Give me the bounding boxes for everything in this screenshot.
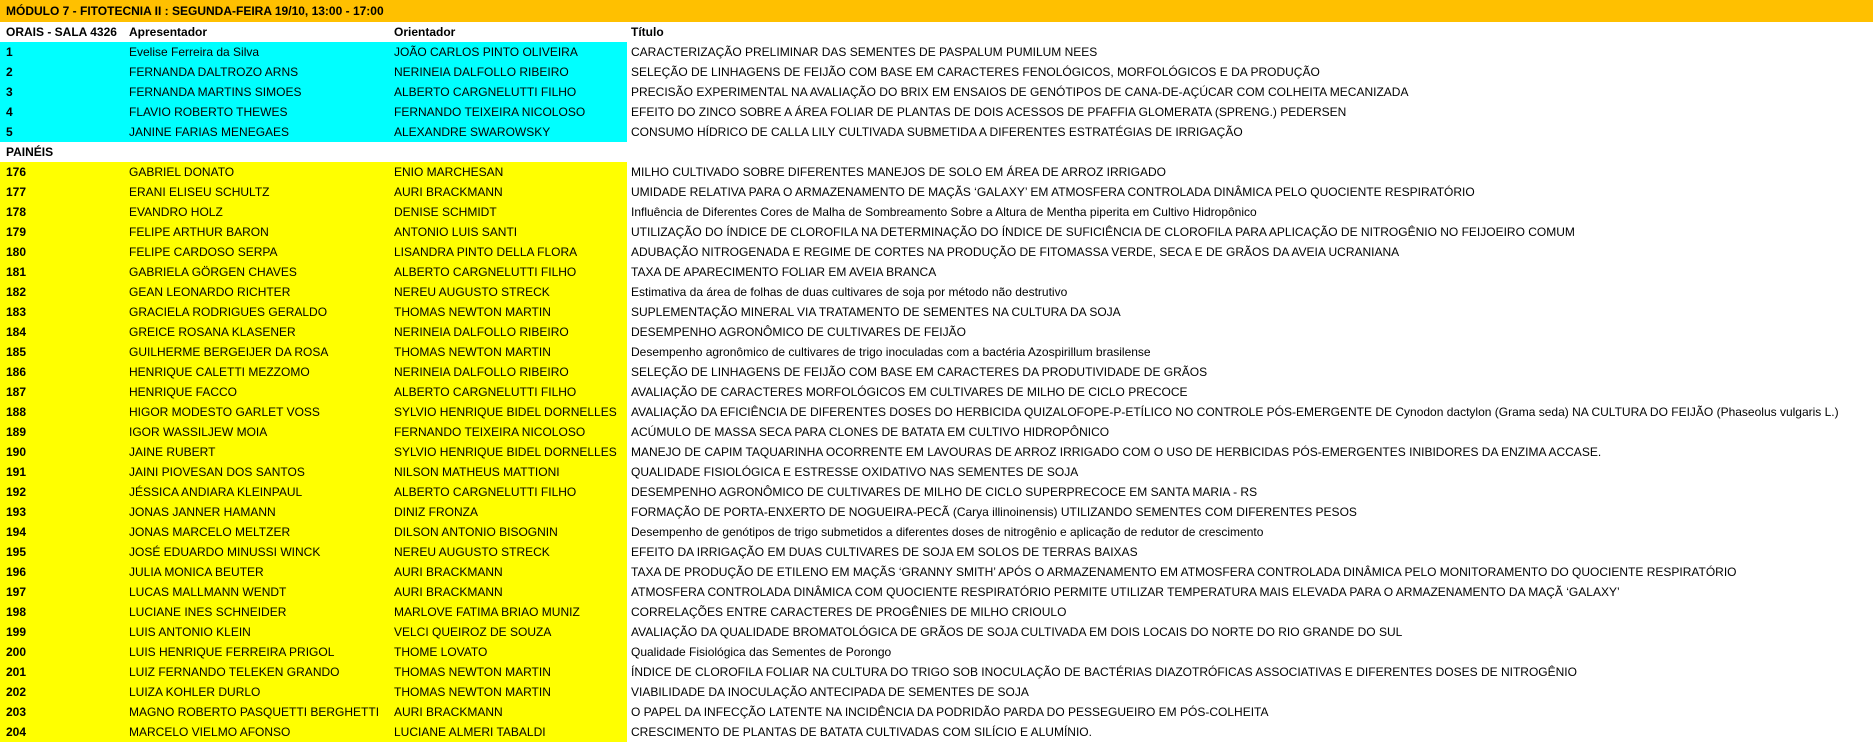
table-row	[0, 462, 1873, 482]
presenter-name: JONAS MARCELO MELTZER	[129, 522, 394, 542]
entry-number: 191	[0, 462, 129, 482]
work-title: DESEMPENHO AGRONÔMICO DE CULTIVARES DE MILHO DE CICLO SUPERPRECOCE EM SANTA MARIA - RS	[631, 485, 1258, 499]
paineis-list	[0, 162, 1873, 742]
advisor-name: DINIZ FRONZA	[394, 502, 627, 522]
entry-number: 4	[0, 102, 129, 122]
table-row	[0, 402, 1873, 422]
entry-number: 192	[0, 482, 129, 502]
presenter-name: LUIS HENRIQUE FERREIRA PRIGOL	[129, 642, 394, 662]
presenter-name: LUCIANE INES SCHNEIDER	[129, 602, 394, 622]
work-title: PRECISÃO EXPERIMENTAL NA AVALIAÇÃO DO BRIX EM ENSAIOS DE GENÓTIPOS DE CANA-DE-AÇÚCAR COM COLHEITA MECANIZADA	[631, 85, 1409, 99]
presenter-name: JULIA MONICA BEUTER	[129, 562, 394, 582]
entry-number: 178	[0, 202, 129, 222]
entry-number: 196	[0, 562, 129, 582]
entry-number: 177	[0, 182, 129, 202]
work-title: Estimativa da área de folhas de duas cultivares de soja por método não destrutivo	[631, 285, 1068, 299]
presenter-name: JANINE FARIAS MENEGAES	[129, 122, 394, 142]
advisor-name: AURI BRACKMANN	[394, 702, 627, 722]
table-row	[0, 662, 1873, 682]
table-row	[0, 542, 1873, 562]
work-title: MILHO CULTIVADO SOBRE DIFERENTES MANEJOS DE SOLO EM ÁREA DE ARROZ IRRIGADO	[631, 165, 1166, 179]
advisor-name: ALBERTO CARGNELUTTI FILHO	[394, 82, 627, 102]
table-row	[0, 562, 1873, 582]
advisor-name: ALBERTO CARGNELUTTI FILHO	[394, 262, 627, 282]
table-row	[0, 722, 1873, 742]
work-title: CRESCIMENTO DE PLANTAS DE BATATA CULTIVADAS COM SILÍCIO E ALUMÍNIO.	[631, 725, 1092, 739]
work-title: DESEMPENHO AGRONÔMICO DE CULTIVARES DE FEIJÃO	[631, 325, 966, 339]
table-row	[0, 382, 1873, 402]
entry-number: 5	[0, 122, 129, 142]
table-row	[0, 182, 1873, 202]
work-title: AVALIAÇÃO DA QUALIDADE BROMATOLÓGICA DE GRÃOS DE SOJA CULTIVADA EM DOIS LOCAIS DO NORTE DO RIO GRANDE DO SUL	[631, 625, 1403, 639]
work-title: O PAPEL DA INFECÇÃO LATENTE NA INCIDÊNCIA DA PODRIDÃO PARDA DO PESSEGUEIRO EM PÓS-COLHEITA	[631, 705, 1269, 719]
advisor-name: THOMAS NEWTON MARTIN	[394, 662, 627, 682]
table-row	[0, 362, 1873, 382]
presenter-name: HENRIQUE CALETTI MEZZOMO	[129, 362, 394, 382]
advisor-name: LUCIANE ALMERI TABALDI	[394, 722, 627, 742]
work-title: AVALIAÇÃO DE CARACTERES MORFOLÓGICOS EM CULTIVARES DE MILHO DE CICLO PRECOCE	[631, 385, 1188, 399]
entry-number: 204	[0, 722, 129, 742]
work-title: ACÚMULO DE MASSA SECA PARA CLONES DE BATATA EM CULTIVO HIDROPÔNICO	[631, 425, 1110, 439]
entry-number: 183	[0, 302, 129, 322]
presenter-name: GUILHERME BERGEIJER DA ROSA	[129, 342, 394, 362]
entry-number: 190	[0, 442, 129, 462]
orais-header-row	[0, 22, 1873, 42]
advisor-name: MARLOVE FATIMA BRIAO MUNIZ	[394, 602, 627, 622]
entry-number: 202	[0, 682, 129, 702]
presenter-name: GREICE ROSANA KLASENER	[129, 322, 394, 342]
presenter-name: IGOR WASSILJEW MOIA	[129, 422, 394, 442]
entry-number: 182	[0, 282, 129, 302]
presenter-name: GEAN LEONARDO RICHTER	[129, 282, 394, 302]
advisor-name: ENIO MARCHESAN	[394, 162, 627, 182]
presenter-name: Evelise Ferreira da Silva	[129, 42, 394, 62]
entry-number: 2	[0, 62, 129, 82]
table-row	[0, 522, 1873, 542]
advisor-name: NILSON MATHEUS MATTIONI	[394, 462, 627, 482]
presenter-name: LUCAS MALLMANN WENDT	[129, 582, 394, 602]
advisor-name: SYLVIO HENRIQUE BIDEL DORNELLES	[394, 442, 627, 462]
presenter-name: LUIS ANTONIO KLEIN	[129, 622, 394, 642]
orais-section-label: ORAIS - SALA 4326	[6, 25, 117, 39]
table-row	[0, 702, 1873, 722]
presenter-name: HIGOR MODESTO GARLET VOSS	[129, 402, 394, 422]
module-title	[0, 0, 1873, 22]
presenter-column-header: Apresentador	[129, 25, 208, 39]
advisor-name: THOMAS NEWTON MARTIN	[394, 302, 627, 322]
advisor-name: THOMAS NEWTON MARTIN	[394, 682, 627, 702]
table-row	[0, 622, 1873, 642]
advisor-name: NERINEIA DALFOLLO RIBEIRO	[394, 62, 627, 82]
work-title: ADUBAÇÃO NITROGENADA E REGIME DE CORTES NA PRODUÇÃO DE FITOMASSA VERDE, SECA E DE GRÃOS DA AVEIA UCRANIANA	[631, 245, 1400, 259]
advisor-name: DENISE SCHMIDT	[394, 202, 627, 222]
presenter-name: FERNANDA MARTINS SIMOES	[129, 82, 394, 102]
entry-number: 200	[0, 642, 129, 662]
presenter-name: GRACIELA RODRIGUES GERALDO	[129, 302, 394, 322]
work-title: CORRELAÇÕES ENTRE CARACTERES DE PROGÊNIES DE MILHO CRIOULO	[631, 605, 1067, 619]
advisor-name: LISANDRA PINTO DELLA FLORA	[394, 242, 627, 262]
advisor-name: AURI BRACKMANN	[394, 182, 627, 202]
paineis-section-label	[0, 142, 1873, 162]
presenter-name: FELIPE ARTHUR BARON	[129, 222, 394, 242]
work-title: SELEÇÃO DE LINHAGENS DE FEIJÃO COM BASE EM CARACTERES DA PRODUTIVIDADE DE GRÃOS	[631, 365, 1208, 379]
advisor-name: ALEXANDRE SWAROWSKY	[394, 122, 627, 142]
presenter-name: ERANI ELISEU SCHULTZ	[129, 182, 394, 202]
presenter-name: JOSÉ EDUARDO MINUSSI WINCK	[129, 542, 394, 562]
table-row	[0, 202, 1873, 222]
entry-number: 189	[0, 422, 129, 442]
presenter-name: FERNANDA DALTROZO ARNS	[129, 62, 394, 82]
advisor-name: NEREU AUGUSTO STRECK	[394, 542, 627, 562]
table-row	[0, 42, 1873, 62]
entry-number: 193	[0, 502, 129, 522]
work-title: SUPLEMENTAÇÃO MINERAL VIA TRATAMENTO DE SEMENTES NA CULTURA DA SOJA	[631, 305, 1121, 319]
entry-number: 181	[0, 262, 129, 282]
table-row	[0, 342, 1873, 362]
table-row	[0, 642, 1873, 662]
table-row	[0, 162, 1873, 182]
table-row	[0, 262, 1873, 282]
work-title: VIABILIDADE DA INOCULAÇÃO ANTECIPADA DE SEMENTES DE SOJA	[631, 685, 1029, 699]
entry-number: 179	[0, 222, 129, 242]
entry-number: 199	[0, 622, 129, 642]
advisor-name: ANTONIO LUIS SANTI	[394, 222, 627, 242]
presenter-name: GABRIELA GÖRGEN CHAVES	[129, 262, 394, 282]
table-row	[0, 582, 1873, 602]
work-title: EFEITO DO ZINCO SOBRE A ÁREA FOLIAR DE PLANTAS DE DOIS ACESSOS DE PFAFFIA GLOMERATA (SPRENG.) PEDERSEN	[631, 105, 1347, 119]
advisor-name: FERNANDO TEIXEIRA NICOLOSO	[394, 422, 627, 442]
entry-number: 201	[0, 662, 129, 682]
advisor-name: NERINEIA DALFOLLO RIBEIRO	[394, 322, 627, 342]
work-title: SELEÇÃO DE LINHAGENS DE FEIJÃO COM BASE EM CARACTERES FENOLÓGICOS, MORFOLÓGICOS E DA PRODUÇÃO	[631, 65, 1320, 79]
entry-number: 187	[0, 382, 129, 402]
presenter-name: FELIPE CARDOSO SERPA	[129, 242, 394, 262]
paineis-label-text: PAINÉIS	[6, 145, 54, 159]
work-title: Qualidade Fisiológica das Sementes de Porongo	[631, 645, 892, 659]
entry-number: 188	[0, 402, 129, 422]
presenter-name: LUIZA KOHLER DURLO	[129, 682, 394, 702]
entry-number: 186	[0, 362, 129, 382]
table-row	[0, 82, 1873, 102]
table-row	[0, 442, 1873, 462]
presenter-name: EVANDRO HOLZ	[129, 202, 394, 222]
module-title-text: MÓDULO 7 - FITOTECNIA II : SEGUNDA-FEIRA 19/10, 13:00 - 17:00	[6, 4, 384, 18]
table-row	[0, 682, 1873, 702]
work-title: MANEJO DE CAPIM TAQUARINHA OCORRENTE EM LAVOURAS DE ARROZ IRRIGADO COM O USO DE HERBICIDAS PÓS-EMERGENTES INIBIDORES DA ENZIMA ACCASE.	[631, 445, 1602, 459]
advisor-column-header: Orientador	[394, 25, 456, 39]
table-row	[0, 502, 1873, 522]
entry-number: 176	[0, 162, 129, 182]
title-column-header: Título	[631, 25, 664, 39]
advisor-name: SYLVIO HENRIQUE BIDEL DORNELLES	[394, 402, 627, 422]
presenter-name: JÉSSICA ANDIARA KLEINPAUL	[129, 482, 394, 502]
table-row	[0, 102, 1873, 122]
entry-number: 3	[0, 82, 129, 102]
entry-number: 197	[0, 582, 129, 602]
advisor-name: AURI BRACKMANN	[394, 562, 627, 582]
table-row	[0, 482, 1873, 502]
work-title: Desempenho agronômico de cultivares de trigo inoculadas com a bactéria Azospirillum brasilense	[631, 345, 1151, 359]
entry-number: 203	[0, 702, 129, 722]
table-row	[0, 302, 1873, 322]
work-title: TAXA DE PRODUÇÃO DE ETILENO EM MAÇÃS ‘GRANNY SMITH’ APÓS O ARMAZENAMENTO EM ATMOSFERA CONTROLADA DINÂMICA PELO MONITORAMENTO DO QUOCIENTE RESPIRATÓRIO	[631, 565, 1737, 579]
advisor-name: VELCI QUEIROZ DE SOUZA	[394, 622, 627, 642]
entry-number: 1	[0, 42, 129, 62]
orais-list	[0, 42, 1873, 142]
entry-number: 185	[0, 342, 129, 362]
advisor-name: FERNANDO TEIXEIRA NICOLOSO	[394, 102, 627, 122]
table-row	[0, 242, 1873, 262]
work-title: CARACTERIZAÇÃO PRELIMINAR DAS SEMENTES DE PASPALUM PUMILUM NEES	[631, 45, 1098, 59]
table-row	[0, 602, 1873, 622]
work-title: FORMAÇÃO DE PORTA-ENXERTO DE NOGUEIRA-PECÃ (Carya illinoinensis) UTILIZANDO SEMENTES COM DIFERENTES PESOS	[631, 505, 1357, 519]
advisor-name: AURI BRACKMANN	[394, 582, 627, 602]
advisor-name: JOÃO CARLOS PINTO OLIVEIRA	[394, 42, 627, 62]
advisor-name: ALBERTO CARGNELUTTI FILHO	[394, 382, 627, 402]
presenter-name: FLAVIO ROBERTO THEWES	[129, 102, 394, 122]
presenter-name: LUIZ FERNANDO TELEKEN GRANDO	[129, 662, 394, 682]
work-title: UMIDADE RELATIVA PARA O ARMAZENAMENTO DE MAÇÃS ‘GALAXY’ EM ATMOSFERA CONTROLADA DINÂMICA PELO QUOCIENTE RESPIRATÓRIO	[631, 185, 1475, 199]
work-title: Influência de Diferentes Cores de Malha de Sombreamento Sobre a Altura de Mentha piperita em Cultivo Hidropônico	[631, 205, 1257, 219]
advisor-name: ALBERTO CARGNELUTTI FILHO	[394, 482, 627, 502]
table-row	[0, 62, 1873, 82]
entry-number: 198	[0, 602, 129, 622]
presenter-name: MAGNO ROBERTO PASQUETTI BERGHETTI	[129, 702, 394, 722]
advisor-name: DILSON ANTONIO BISOGNIN	[394, 522, 627, 542]
presenter-name: JONAS JANNER HAMANN	[129, 502, 394, 522]
presenter-name: JAINE RUBERT	[129, 442, 394, 462]
entry-number: 195	[0, 542, 129, 562]
entry-number: 180	[0, 242, 129, 262]
work-title: ATMOSFERA CONTROLADA DINÂMICA COM QUOCIENTE RESPIRATÓRIO PERMITE UTILIZAR TEMPERATURA MAIS ELEVADA PARA O ARMAZENAMENTO DA MAÇÃ ‘GALAXY’	[631, 585, 1620, 599]
table-row	[0, 322, 1873, 342]
table-row	[0, 282, 1873, 302]
table-row	[0, 122, 1873, 142]
presenter-name: GABRIEL DONATO	[129, 162, 394, 182]
presenter-name: HENRIQUE FACCO	[129, 382, 394, 402]
table-row	[0, 422, 1873, 442]
presenter-name: JAINI PIOVESAN DOS SANTOS	[129, 462, 394, 482]
presenter-name: MARCELO VIELMO AFONSO	[129, 722, 394, 742]
advisor-name: THOME LOVATO	[394, 642, 627, 662]
advisor-name: THOMAS NEWTON MARTIN	[394, 342, 627, 362]
entry-number: 184	[0, 322, 129, 342]
work-title: AVALIAÇÃO DA EFICIÊNCIA DE DIFERENTES DOSES DO HERBICIDA QUIZALOFOPE-P-ETÍLICO NO CONTROLE PÓS-EMERGENTE DE Cynodon dactylon (Grama seda) NA CULTURA DO FEIJÃO (Phaseolus vulgaris L.)	[631, 405, 1839, 419]
work-title: QUALIDADE FISIOLÓGICA E ESTRESSE OXIDATIVO NAS SEMENTES DE SOJA	[631, 465, 1079, 479]
entry-number: 194	[0, 522, 129, 542]
work-title: UTILIZAÇÃO DO ÍNDICE DE CLOROFILA NA DETERMINAÇÃO DO ÍNDICE DE SUFICIÊNCIA DE CLOROFILA PARA APLICAÇÃO DE NITROGÊNIO NO FEIJOEIRO COMUM	[631, 225, 1575, 239]
advisor-name: NERINEIA DALFOLLO RIBEIRO	[394, 362, 627, 382]
table-row	[0, 222, 1873, 242]
work-title: TAXA DE APARECIMENTO FOLIAR EM AVEIA BRANCA	[631, 265, 937, 279]
work-title: CONSUMO HÍDRICO DE CALLA LILY CULTIVADA SUBMETIDA A DIFERENTES ESTRATÉGIAS DE IRRIGAÇÃO	[631, 125, 1243, 139]
work-title: EFEITO DA IRRIGAÇÃO EM DUAS CULTIVARES DE SOJA EM SOLOS DE TERRAS BAIXAS	[631, 545, 1138, 559]
advisor-name: NEREU AUGUSTO STRECK	[394, 282, 627, 302]
work-title: ÍNDICE DE CLOROFILA FOLIAR NA CULTURA DO TRIGO SOB INOCULAÇÃO DE BACTÉRIAS DIAZOTRÓFICAS ASSOCIATIVAS E DIFERENTES DOSES DE NITROGÊNIO	[631, 665, 1577, 679]
work-title: Desempenho de genótipos de trigo submetidos a diferentes doses de nitrogênio e aplicação de redutor de crescimento	[631, 525, 1264, 539]
